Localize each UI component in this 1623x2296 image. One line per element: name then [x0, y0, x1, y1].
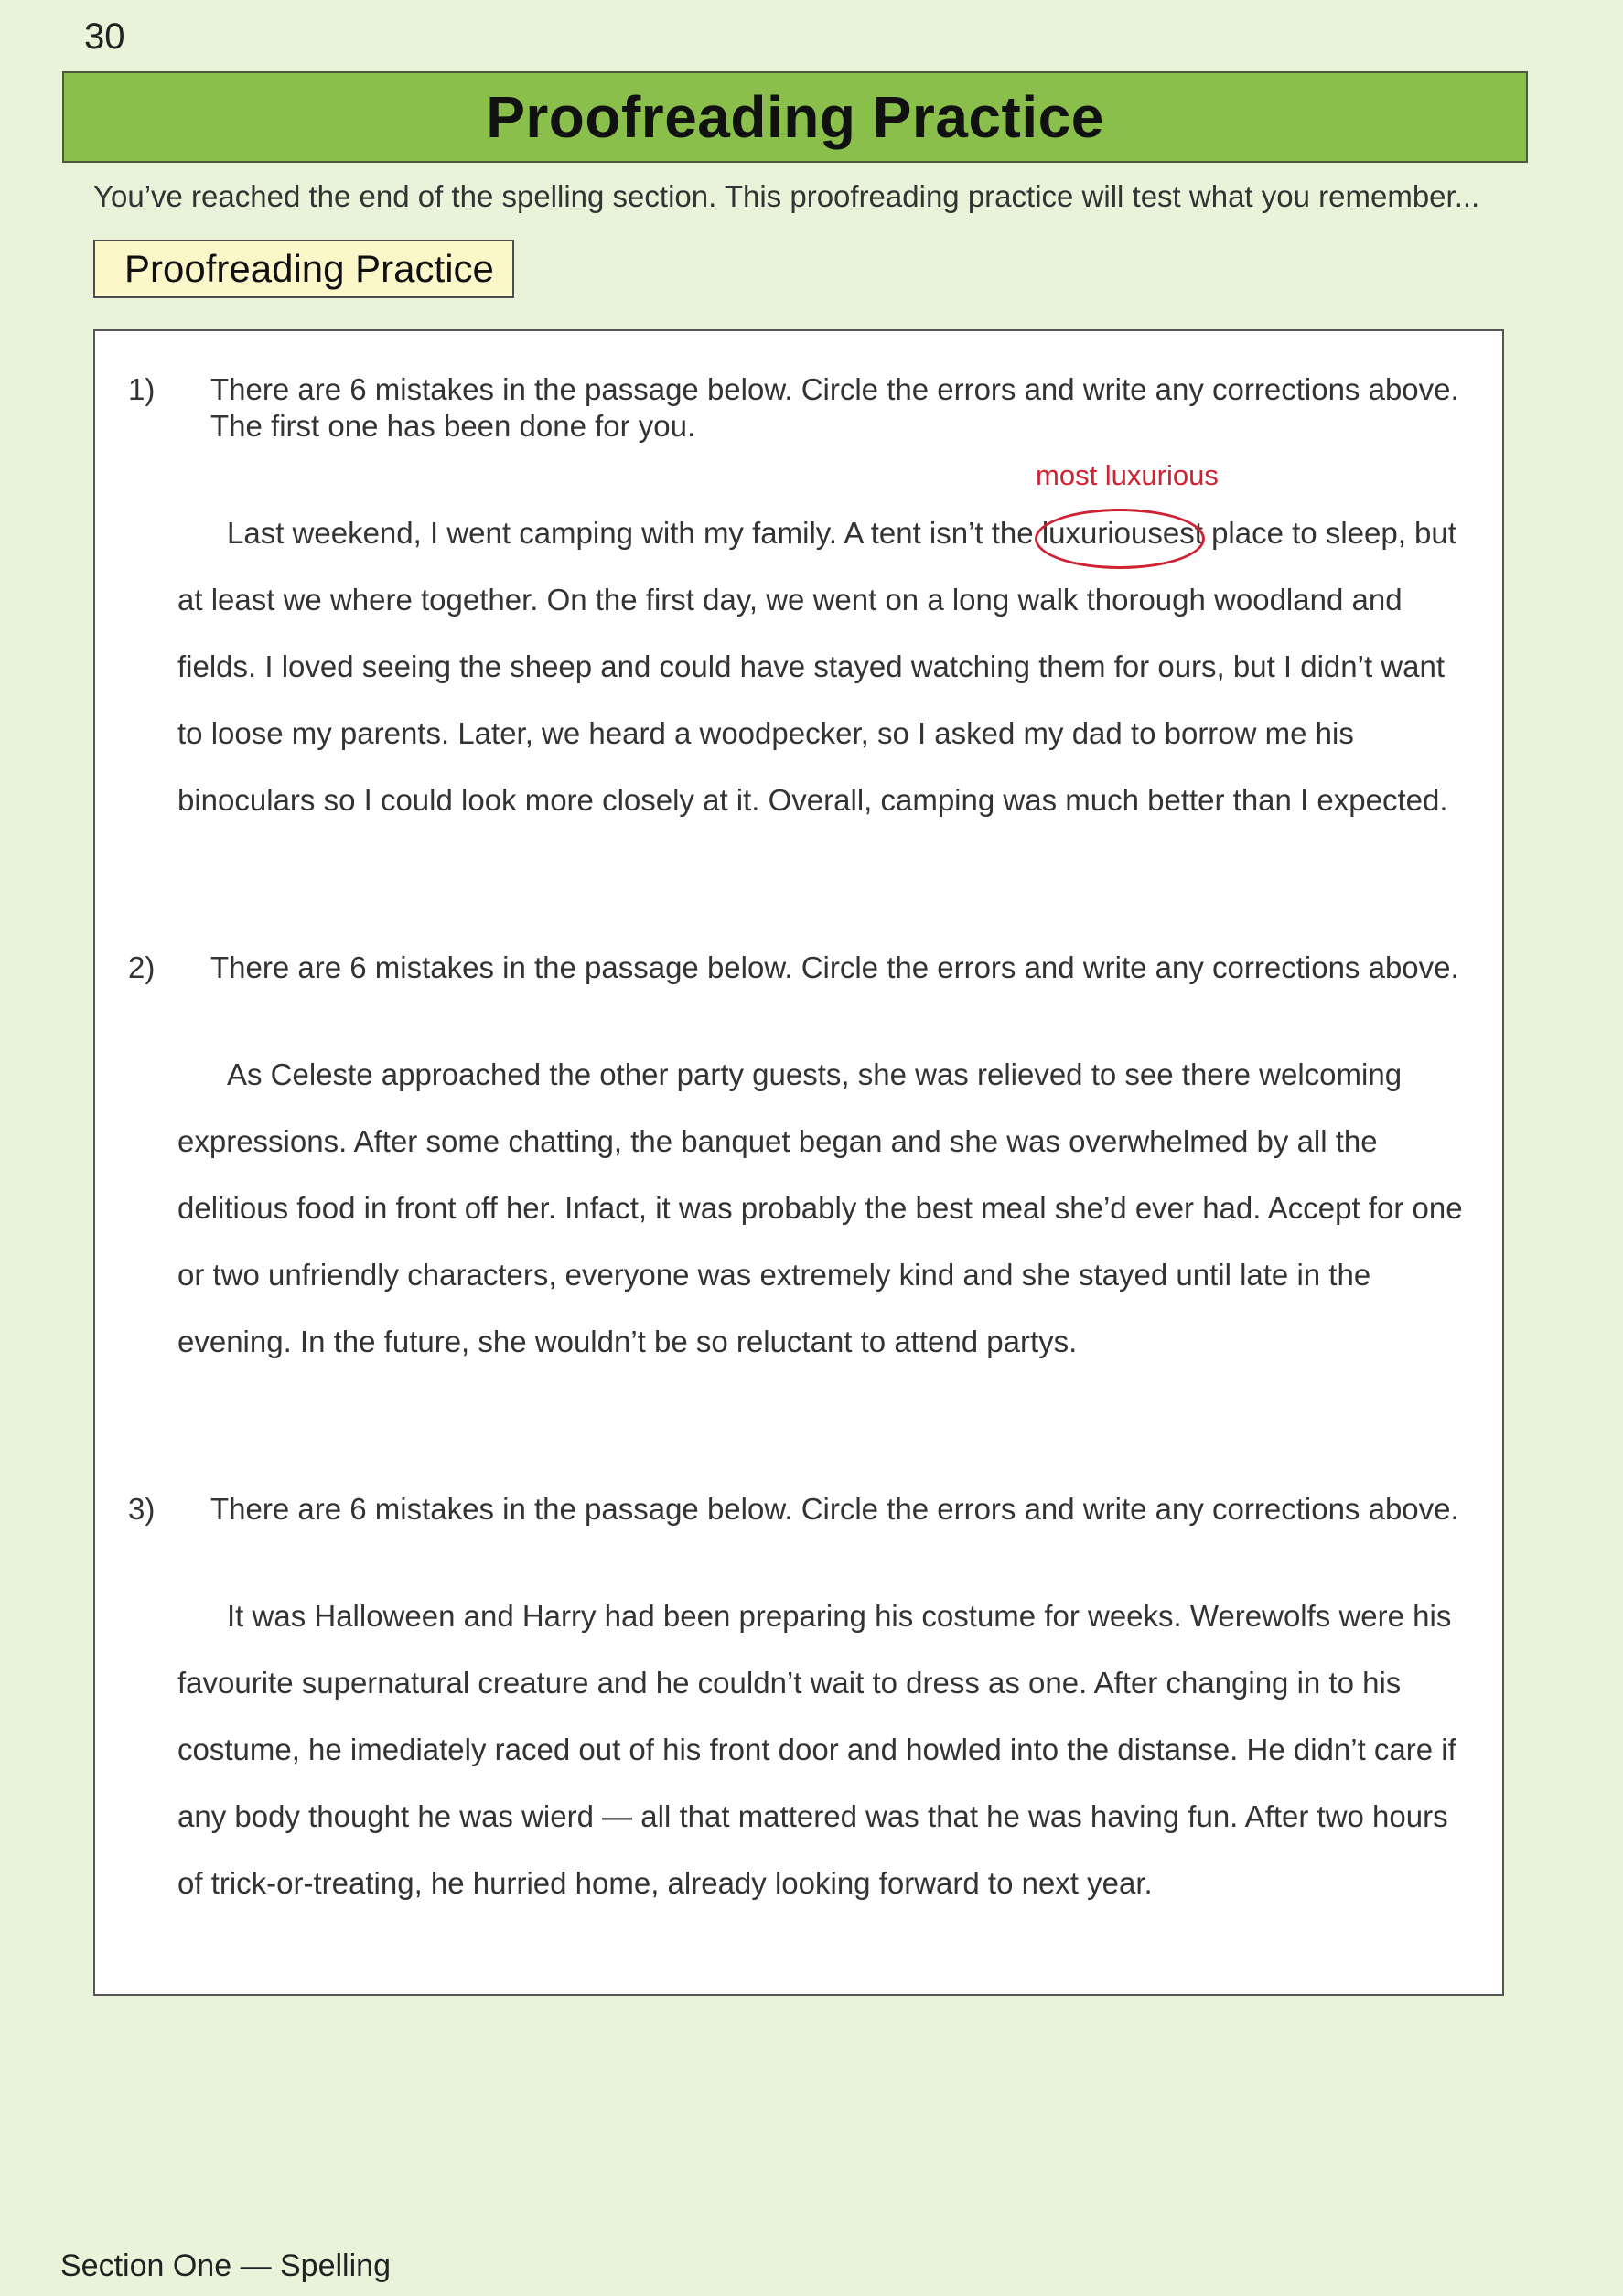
- instruction-line: There are 6 mistakes in the passage below. Circle the errors and write any corrections above.: [210, 372, 1459, 406]
- title-banner: [62, 71, 1528, 163]
- circled-error: [1042, 499, 1203, 566]
- question-number: 3): [128, 1492, 156, 1526]
- question-number: 2): [128, 950, 156, 984]
- page-number: 30: [84, 16, 125, 57]
- exercise-box: [93, 329, 1504, 1996]
- passage-1: [177, 499, 1477, 833]
- question-instruction: There are 6 mistakes in the passage below. Circle the errors and write any corrections above.: [210, 1492, 1459, 1526]
- instruction-line-2: The first one has been done for you.: [210, 409, 696, 443]
- circled-word: luxuriousest: [1041, 516, 1203, 550]
- question-instruction: There are 6 mistakes in the passage below. Circle the errors and write any corrections above.: [210, 950, 1459, 984]
- passage-text-after: place to sleep, but at least we where together. On the first day, we went on a long walk thorough woodland and fields. I loved seeing the sheep and could have stayed watching them for ours, but I didn’t want to loose my parents. Later, we heard a woodpecker, so I asked my dad to borrow me his binoculars so I could look more closely at it. Overall, camping was much better than I expected.: [177, 516, 1456, 817]
- page-title: Proofreading Practice: [486, 84, 1104, 150]
- passage-text-before: Last weekend, I went camping with my family. A tent isn’t the: [227, 516, 1042, 550]
- section-footer: Section One — Spelling: [60, 2248, 391, 2283]
- passage-3: It was Halloween and Harry had been preparing his costume for weeks. Werewolfs were his favourite supernatural creature and he couldn’t wait to dress as one. After changing in to his costume, he imediately raced out of his front door and howled into the distanse. He didn’t care if any body thought he was wierd — all that mattered was that he was having fun. After two hours of trick-or-treating, he hurried home, already looking forward to next year.: [177, 1599, 1456, 1900]
- section-sub-heading: Proofreading Practice: [93, 240, 514, 298]
- question-number: 1): [128, 372, 156, 406]
- handwritten-correction: most luxurious: [1036, 459, 1219, 491]
- error-circle-mark: [1035, 509, 1205, 569]
- question-instruction: [210, 371, 1473, 445]
- intro-text: You’ve reached the end of the spelling section. This proofreading practice will test what you remember...: [93, 179, 1480, 213]
- passage-2: As Celeste approached the other party guests, she was relieved to see there welcoming expressions. After some chatting, the banquet began and she was overwhelmed by all the delitious food in front off her. Infact, it was probably the best meal she’d ever had. Accept for one or two unfriendly characters, everyone was extremely kind and she stayed until late in the evening. In the future, she wouldn’t be so reluctant to attend partys.: [177, 1057, 1463, 1358]
